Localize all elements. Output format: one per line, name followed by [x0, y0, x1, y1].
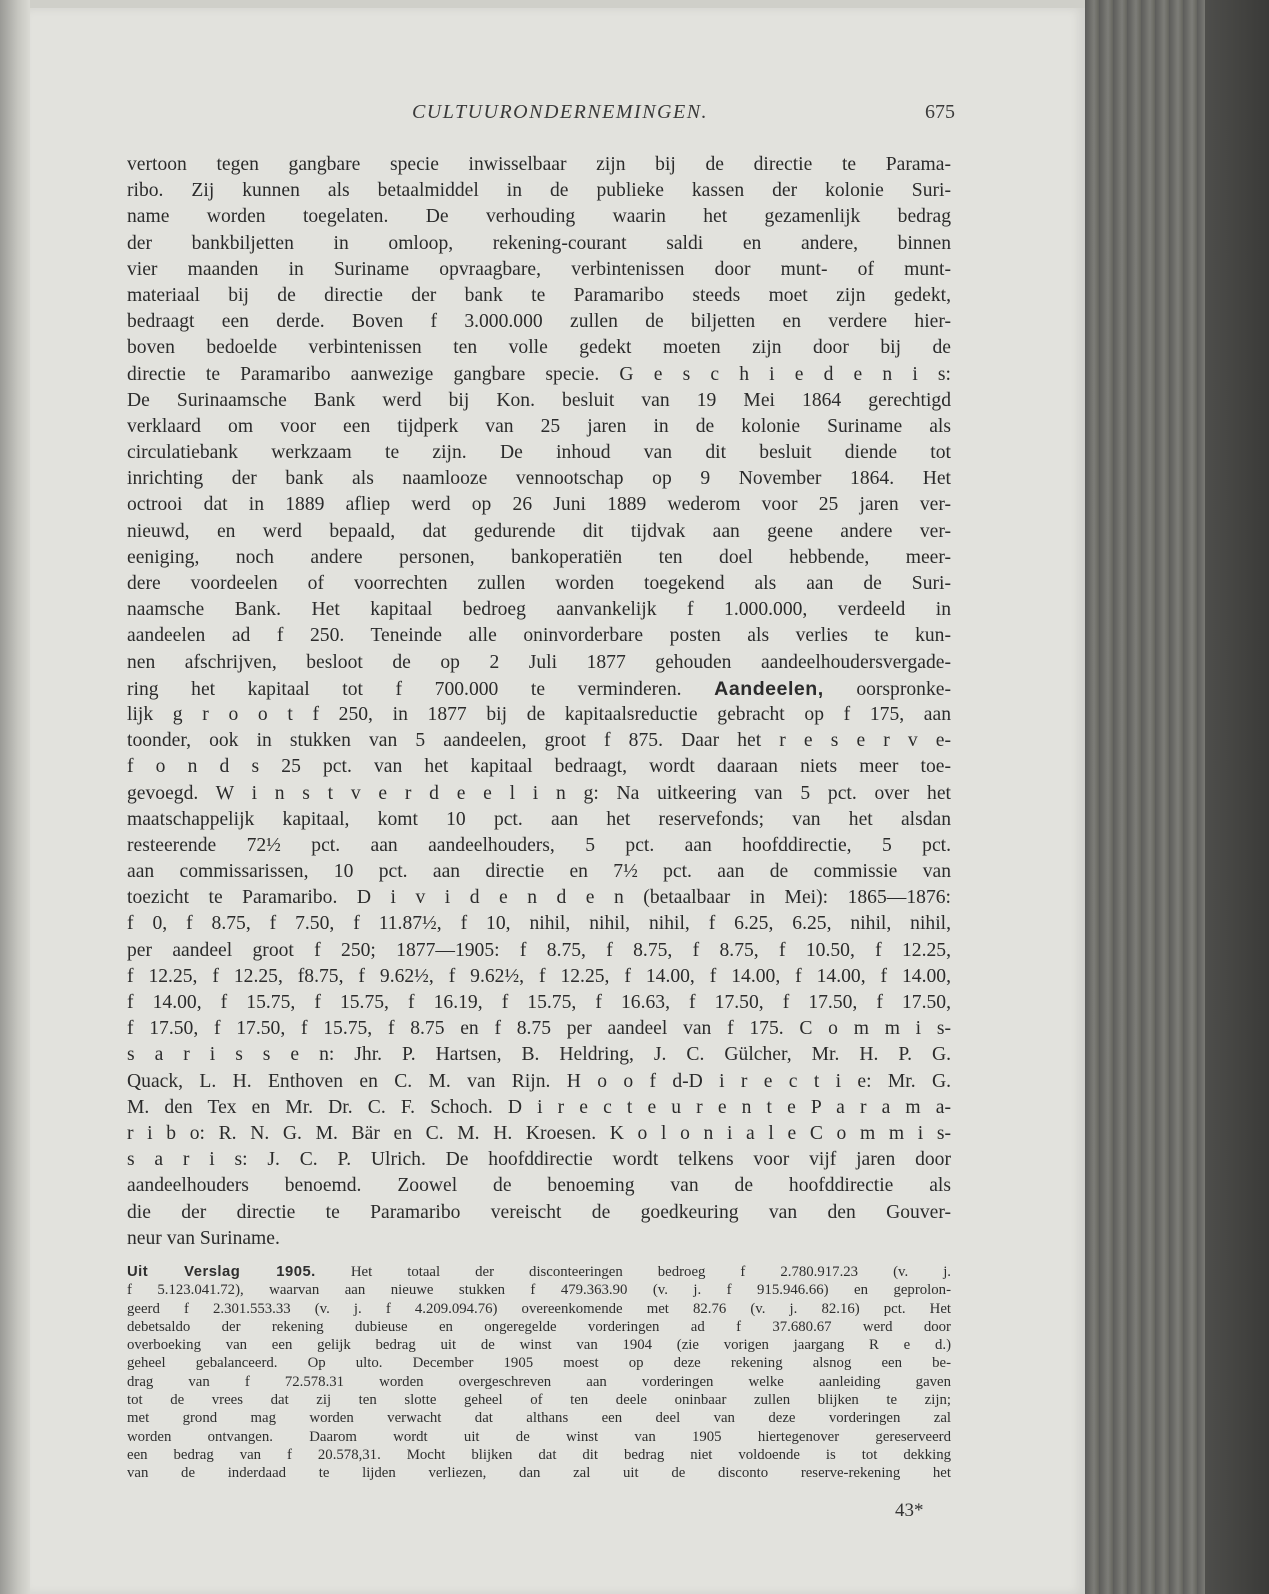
text-line: s a r i s: J. C. P. Ulrich. De hoofddirectie wordt telkens voor vijf jaren door	[127, 1149, 951, 1171]
text-line: der bankbiljetten in omloop, rekening-courant saldi en andere, binnen	[127, 232, 951, 254]
report-line: debetsaldo der rekening dubieuse en ongeregelde vorderingen ad f 37.680.67 werd door	[127, 1318, 951, 1335]
report-line: een bedrag van f 20.578,31. Mocht blijken dat dit bedrag niet voldoende is tot dekking	[127, 1446, 951, 1463]
report-line: drag van f 72.578.31 worden overgeschreven aan vorderingen welke aanleiding gaven	[127, 1373, 951, 1390]
text-line: s a r i s s e n: Jhr. P. Hartsen, B. Heldring, J. C. Gülcher, Mr. H. P. G.	[127, 1044, 951, 1066]
page-header	[125, 101, 955, 131]
report-line: f 5.123.041.72), waarvan aan nieuwe stukken f 479.363.90 (v. j. f 915.946.66) en geprolon-	[127, 1282, 951, 1299]
text-line: M. den Tex en Mr. Dr. C. F. Schoch. D i r e c t e u r e n t e P a r a m a-	[127, 1096, 951, 1118]
text-line: f 12.25, f 12.25, f8.75, f 9.62½, f 9.62½, f 12.25, f 14.00, f 14.00, f 14.00, f 14.00,	[127, 965, 951, 987]
text-line: f 17.50, f 17.50, f 15.75, f 8.75 en f 8.75 per aandeel van f 175. C o m m i s-	[127, 1018, 951, 1040]
signature-mark: 43*	[895, 1500, 924, 1521]
page-number: 675	[925, 101, 955, 123]
text-line: Quack, L. H. Enthoven en C. M. van Rijn. H o o f d-D i r e c t i e: Mr. G.	[127, 1070, 951, 1092]
report-line: overboeking van een gelijk bedrag uit de winst van 1904 (zie vorigen jaargang R e d.)	[127, 1337, 951, 1354]
text-line: octrooi dat in 1889 afliep werd op 26 Juni 1889 wederom voor 25 jaren ver-	[127, 494, 951, 516]
text-line: toezicht te Paramaribo. D i v i d e n d e n (betaalbaar in Mei): 1865—1876:	[127, 887, 951, 909]
line-text: oorspronke-	[856, 678, 951, 700]
text-line: aandeelen ad f 250. Teneinde alle oninvorderbare posten als verlies te kun-	[127, 625, 951, 647]
text-line: maatschappelijk kapitaal, komt 10 pct. aan het reservefonds; van het alsdan	[127, 808, 951, 830]
aandeelen-heading: Aandeelen,	[714, 677, 824, 700]
report-section	[127, 1263, 951, 1483]
text-line: nieuwd, en werd bepaald, dat gedurende dit tijdvak aan geene andere ver-	[127, 520, 951, 542]
text-line: dere voordeelen of voorrechten zullen worden toegekend als aan de Suri-	[127, 573, 951, 594]
text-line: directie te Paramaribo aanwezige gangbare specie. G e s c h i e d e n i s:	[127, 363, 951, 385]
report-first-line	[127, 1263, 951, 1281]
report-heading: Uit Verslag 1905.	[127, 1264, 316, 1280]
text-line: verklaard om voor een tijdperk van 25 jaren in de kolonie Suriname als	[127, 415, 951, 437]
text-line: naamsche Bank. Het kapitaal bedroeg aanvankelijk f 1.000.000, verdeeld in	[127, 599, 951, 621]
book-cover-edge	[1205, 0, 1269, 1594]
report-line: tot de vrees dat zij ten slotte geheel of ten deele oninbaar zullen blijken te zijn;	[127, 1392, 951, 1409]
report-line: met grond mag worden verwacht dat althans een deel van deze vorderingen zal	[127, 1410, 951, 1427]
text-line: r i b o: R. N. G. M. Bär en C. M. H. Kroesen. K o l o n i a l e C o m m i s-	[127, 1122, 951, 1144]
report-line: van de inderdaad te lijden verliezen, dan zal uit de disconto reserve-rekening het	[127, 1465, 951, 1482]
report-line: worden ontvangen. Daarom wordt uit de winst van 1905 hiertegenover gereserveerd	[127, 1428, 951, 1445]
text-line: vertoon tegen gangbare specie inwisselbaar zijn bij de directie te Parama-	[127, 154, 951, 175]
text-line: inrichting der bank als naamlooze vennootschap op 9 November 1864. Het	[127, 468, 951, 490]
line-text: ring het kapitaal tot f 700.000 te verminderen.	[127, 678, 682, 700]
text-line: f o n d s 25 pct. van het kapitaal bedraagt, wordt daaraan niets meer toe-	[127, 756, 951, 778]
text-line: resteerende 72½ pct. aan aandeelhouders, 5 pct. aan hoofddirectie, 5 pct.	[127, 834, 951, 856]
text-line: bedraagt een derde. Boven f 3.000.000 zullen de biljetten en verdere hier-	[127, 311, 951, 333]
text-line: boven bedoelde verbintenissen ten volle gedekt moeten zijn door bij de	[127, 337, 951, 359]
text-line: f 14.00, f 15.75, f 15.75, f 16.19, f 15.75, f 16.63, f 17.50, f 17.50, f 17.50,	[127, 992, 951, 1013]
text-line: toonder, ook in stukken van 5 aandeelen, groot f 875. Daar het r e s e r v e-	[127, 730, 951, 752]
text-line-with-heading	[127, 676, 951, 702]
book-left-edge	[0, 0, 30, 1594]
text-line: nen afschrijven, besloot de op 2 Juli 1877 gehouden aandeelhoudersvergade-	[127, 651, 951, 673]
text-line: aandeelhouders benoemd. Zoowel de benoeming van de hoofddirectie als	[127, 1175, 951, 1197]
text-line: circulatiebank werkzaam te zijn. De inhoud van dit besluit diende tot	[127, 442, 951, 464]
text-line: De Surinaamsche Bank werd bij Kon. besluit van 19 Mei 1864 gerechtigd	[127, 389, 951, 411]
line-text: Het totaal der disconteeringen bedroeg f 2.780.917.23 (v. j.	[350, 1264, 952, 1280]
text-line: aan commissarissen, 10 pct. aan directie en 7½ pct. aan de commissie van	[127, 861, 951, 883]
report-line: geheel gebalanceerd. Op ulto. December 1905 moest op deze rekening alsnog een be-	[127, 1355, 951, 1372]
text-line: gevoegd. W i n s t v e r d e e l i n g: Na uitkeering van 5 pct. over het	[127, 782, 951, 804]
text-line: lijk g r o o t f 250, in 1877 bij de kapitaalsreductie gebracht op f 175, aan	[127, 703, 951, 725]
text-line: die der directie te Paramaribo vereischt de goedkeuring van den Gouver-	[127, 1201, 951, 1223]
text-line: vier maanden in Suriname opvraagbare, verbintenissen door munt- of munt-	[127, 258, 951, 280]
text-line: name worden toegelaten. De verhouding waarin het gezamenlijk bedrag	[127, 206, 951, 228]
running-head: CULTUURONDERNEMINGEN.	[411, 101, 709, 123]
text-line: per aandeel groot f 250; 1877—1905: f 8.75, f 8.75, f 8.75, f 10.50, f 12.25,	[127, 939, 951, 961]
body-text	[127, 152, 951, 1252]
text-line: ribo. Zij kunnen als betaalmiddel in de publieke kassen der kolonie Suri-	[127, 180, 951, 202]
text-line: eeniging, noch andere personen, bankoperatiën ten doel hebbende, meer-	[127, 546, 951, 568]
text-line: materiaal bij de directie der bank te Paramaribo steeds moet zijn gedekt,	[127, 284, 951, 306]
text-line: neur van Suriname.	[127, 1227, 280, 1249]
report-line: geerd f 2.301.553.33 (v. j. f 4.209.094.76) overeenkomende met 82.76 (v. j. 82.16) pct. Het	[127, 1300, 951, 1317]
text-line: f 0, f 8.75, f 7.50, f 11.87½, f 10, nihil, nihil, nihil, f 6.25, 6.25, nihil, nihil,	[127, 913, 951, 935]
